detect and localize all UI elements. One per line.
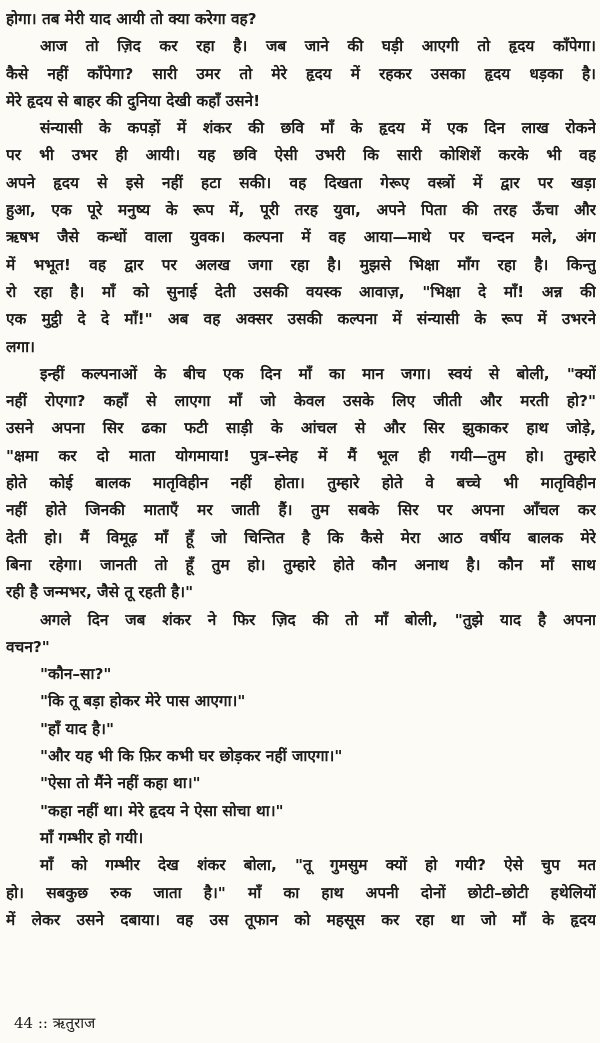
text-line: रही है जन्मभर, जैसे तू रहती है।" (6, 583, 194, 602)
page-footer (14, 1013, 95, 1033)
text-line: मेरे हृदय से बाहर की दुनिया देखी कहाँ उसने! (6, 91, 261, 110)
footer-separator: :: (37, 1014, 48, 1032)
text-line: ऋषभ जैसे कन्धों वाला युवक। कल्पना में वह आया—माथे पर चन्दन मले, अंग (6, 228, 596, 247)
text-line: हुआ, एक पूरे मनुष्य के रूप में, पूरी तरह युवा, अपने पिता की तरह ऊँचा और (6, 201, 596, 220)
page-text (6, 6, 596, 934)
text-line: उसने अपना सिर ढका फटी साड़ी के आंचल से और सिर झुकाकर हाथ जोड़े, (6, 419, 596, 438)
text-line: "कि तू बड़ा होकर मेरे पास आएगा।" (40, 692, 246, 711)
text-line: अगले दिन जब शंकर ने फिर ज़िद की तो माँ बोली, "तुझे याद है अपना (40, 610, 596, 629)
text-line: संन्यासी के कपड़ों में शंकर की छवि माँ के हृदय में एक दिन लाख रोकने (40, 119, 596, 138)
page-number: 44 (14, 1014, 34, 1032)
book-title: ऋतुराज (52, 1014, 96, 1032)
text-line: "और यह भी कि फ़िर कभी घर छोड़कर नहीं जाएगा।" (40, 747, 343, 766)
text-line: नहीं होते जिनकी माताएँ मर जाती हैं। तुम सबके सिर पर अपना आँचल कर (6, 501, 596, 520)
text-line: "कहा नहीं था। मेरे हृदय ने ऐसा सोचा था।" (40, 801, 284, 820)
text-line: बिना रहेगा। जानती तो हूँ तुम हो। तुम्हारे होते कौन अनाथ है। कौन माँ साथ (6, 555, 596, 574)
text-line: कैसे नहीं काँपेगा? सारी उमर तो मेरे हृदय में रहकर उसका हृदय धड़का है। (6, 64, 596, 83)
text-line: इन्हीं कल्पनाओं के बीच एक दिन माँ का मान जगा। स्वयं से बोली, "क्यों (40, 364, 596, 383)
text-line: देती हो। मैं विमूढ़ माँ हूँ जो चिन्तित है कि कैसे मेरा आठ वर्षीय बालक मेरे (6, 528, 596, 547)
text-line: रो रहा है। माँ को सुनाई देती उसकी वयस्क आवाज़, "भिक्षा दे माँ! अन्न की (6, 282, 596, 301)
text-line: लगा। (6, 337, 35, 356)
text-line: हो। सबकुछ रुक जाता है।" माँ का हाथ अपनी दोनों छोटी–छोटी हथेलियों (6, 883, 596, 902)
text-line: "हाँ याद है।" (40, 719, 115, 738)
text-line: होते कोई बालक मातृविहीन नहीं होता। तुम्हारे होते वे बच्चे भी मातृविहीन (6, 474, 596, 493)
text-line: माँ गम्भीर हो गयी। (40, 828, 144, 847)
text-line: वचन?" (6, 637, 50, 656)
text-line: एक मुट्ठी दे दे माँ!" अब वह अक्सर उसकी कल्पना में संन्यासी के रूप में उभरने (6, 310, 596, 329)
text-line: माँ को गम्भीर देख शंकर बोला, "तू गुमसुम क्यों हो गयी? ऐसे चुप मत (40, 856, 596, 875)
text-line: पर भी उभर ही आयी। यह छवि ऐसी उभरी कि सारी कोशिशें करके भी वह (6, 146, 596, 165)
text-line: में भभूत! वह द्वार पर अलख जगा रहा है। मुझसे भिक्षा माँग रहा है। किन्तु (6, 255, 596, 274)
text-line: "कौन–सा?" (40, 665, 112, 684)
text-line: नहीं रोएगा? कहाँ से लाएगा माँ जो केवल उसके लिए जीती और मरती हो?" (6, 392, 596, 411)
text-line: "क्षमा कर दो माता योगमाया! पुत्र–स्नेह में मैं भूल ही गयी—तुम हो। तुम्हारे (6, 446, 596, 465)
text-line: आज तो ज़िद कर रहा है। जब जाने की घड़ी आएगी तो हृदय काँपेगा। (40, 37, 596, 56)
text-line: होगा। तब मेरी याद आयी तो क्या करेगा वह? (6, 10, 257, 28)
text-line: में लेकर उसने दबाया। वह उस तूफान को महसूस कर रहा था जो माँ के हृदय (6, 910, 596, 929)
text-line: अपने हृदय से इसे नहीं हटा सकी। वह दिखता गेरूए वस्त्रों में द्वार पर खड़ा (6, 173, 596, 192)
text-line: "ऐसा तो मैंने नहीं कहा था।" (40, 774, 201, 793)
